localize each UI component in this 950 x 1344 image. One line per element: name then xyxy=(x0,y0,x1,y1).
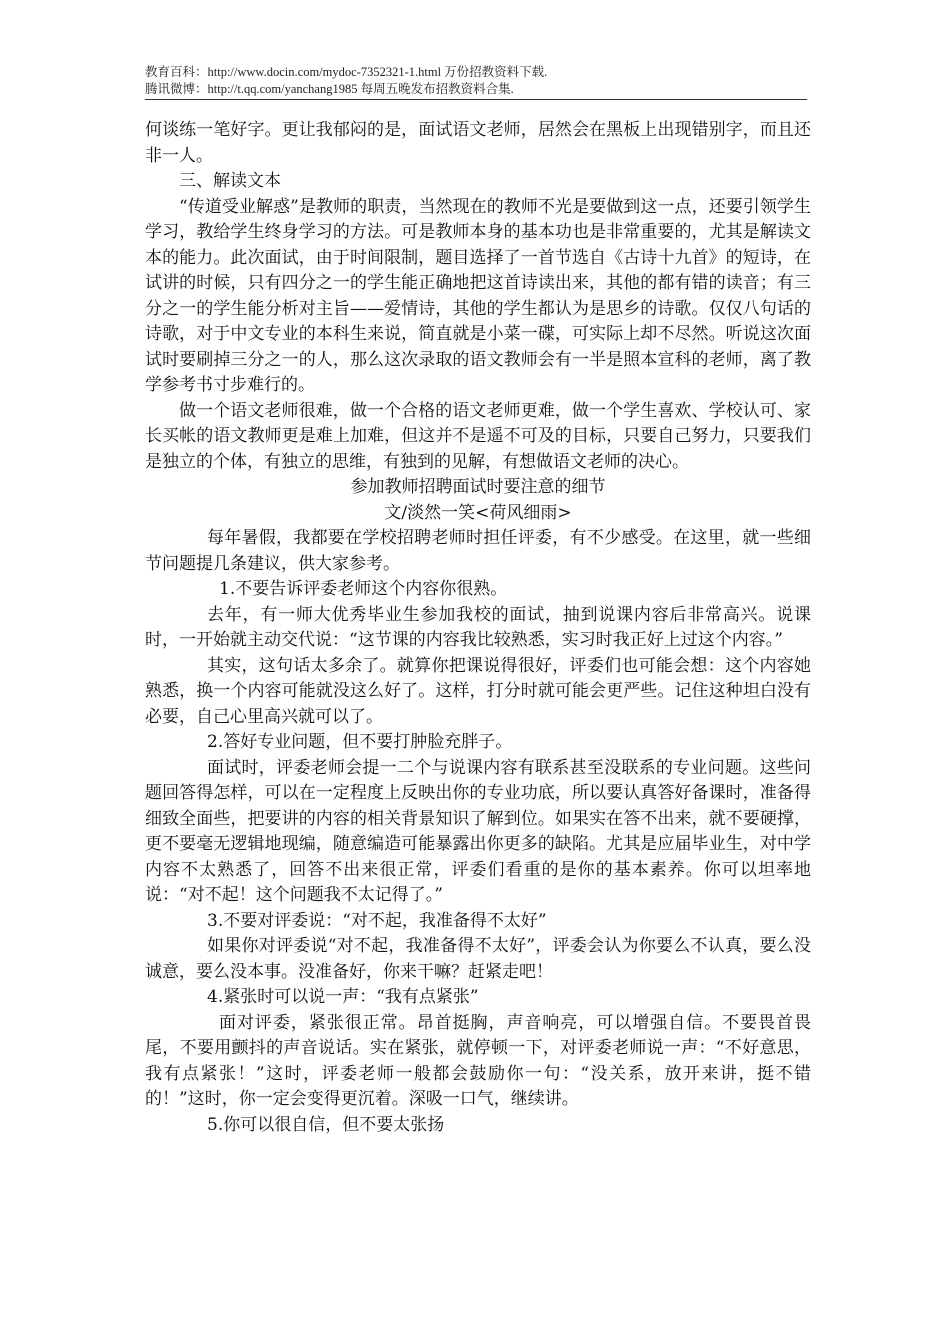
subheading: 4.紧张时可以说一声：“我有点紧张” xyxy=(207,987,479,1007)
header-line-weibo: 腾讯微博：http://t.qq.com/yanchang1985 每周五晚发布招教资料合集. xyxy=(145,82,514,96)
section-heading: 三、解读文本 xyxy=(179,171,281,191)
paragraph: 做一个语文老师很难，做一个合格的语文老师更难，做一个学生喜欢、学校认可、家长买帐的语文教师更是难上加难，但这并不是遥不可及的目标，只要自己努力，只要我们是独立的个体，有独立的思维，有独到的见解，有想做语文老师的决心。 xyxy=(145,400,811,472)
paragraph: 其实，这句话太多余了。就算你把课说得很好，评委们也可能会想：这个内容她熟悉，换一个内容可能就没这么好了。这样，打分时就可能会更严些。记住这种坦白没有必要，自己心里高兴就可以了。 xyxy=(145,655,811,727)
subheading: 1.不要告诉评委老师这个内容你很熟。 xyxy=(219,579,508,599)
subheading: 3.不要对评委说：“对不起，我准备得不太好” xyxy=(207,910,547,931)
article-title: 参加教师招聘面试时要注意的细节 xyxy=(350,477,606,497)
header-line-docin: 教育百科：http://www.docin.com/mydoc-7352321-1.html 万份招教资料下载. xyxy=(145,65,548,79)
paragraph: 何谈练一笔好字。更让我郁闷的是，面试语文老师，居然会在黑板上出现错别字，而且还非一人。 xyxy=(145,120,811,166)
paragraph: 每年暑假，我都要在学校招聘老师时担任评委，有不少感受。在这里，就一些细节问题提几条建议，供大家参考。 xyxy=(145,528,811,574)
paragraph: 如果你对评委说“对不起，我准备得不太好”，评委会认为你要么不认真，要么没诚意，要么没本事。没准备好，你来干嘛？赶紧走吧！ xyxy=(145,936,811,982)
document-body xyxy=(145,118,811,1138)
page-header xyxy=(145,64,807,100)
paragraph: “传道受业解惑”是教师的职责，当然现在的教师不光是要做到这一点，还要引领学生学习，教给学生终身学习的方法。可是教师本身的基本功也是非常重要的，尤其是解读文本的能力。此次面试，由于时间限制，题目选择了一首节选自《古诗十九首》的短诗，在试讲的时候，只有四分之一的学生能正确地把这首诗读出来，其他的都有错的读音；有三分之一的学生能分析对主旨——爱情诗，其他的学生都认为是思乡的诗歌。仅仅八句话的诗歌，对于中文专业的本科生来说，简直就是小菜一碟，可实际上却不尽然。听说这次面试时要刷掉三分之一的人，那么这次录取的语文教师会有一半是照本宣科的老师，离了教学参考书寸步难行的。 xyxy=(145,196,811,395)
paragraph: 面对评委，紧张很正常。昂首挺胸，声音响亮，可以增强自信。不要畏首畏尾，不要用颤抖的声音说话。实在紧张，就停顿一下，对评委老师说一声：“不好意思，我有点紧张！”这时，评委老师一般都会鼓励你一句：“没关系，放开来讲，挺不错的！”这时，你一定会变得更沉着。深吸一口气，继续讲。 xyxy=(145,1012,811,1109)
paragraph: 面试时，评委老师会提一二个与说课内容有联系甚至没联系的专业问题。这些问题回答得怎样，可以在一定程度上反映出你的专业功底，所以要认真答好备课时，准备得细致全面些，把要讲的内容的相关背景知识了解到位。如果实在答不出来，就不要硬撑，更不要毫无逻辑地现编，随意编造可能暴露出你更多的缺陷。尤其是应届毕业生，对中学内容不太熟悉了，回答不出来很正常，评委们看重的是你的基本素养。你可以坦率地说：“对不起！这个问题我不太记得了。” xyxy=(145,757,811,905)
paragraph: 去年，有一师大优秀毕业生参加我校的面试，抽到说课内容后非常高兴。说课时，一开始就主动交代说：“这节课的内容我比较熟悉，实习时我正好上过这个内容。” xyxy=(145,604,811,650)
article-author: 文/淡然一笑<荷风细雨> xyxy=(384,502,572,523)
subheading: 5.你可以很自信，但不要太张扬 xyxy=(207,1114,445,1135)
subheading: 2.答好专业问题，但不要打肿脸充胖子。 xyxy=(207,732,513,752)
